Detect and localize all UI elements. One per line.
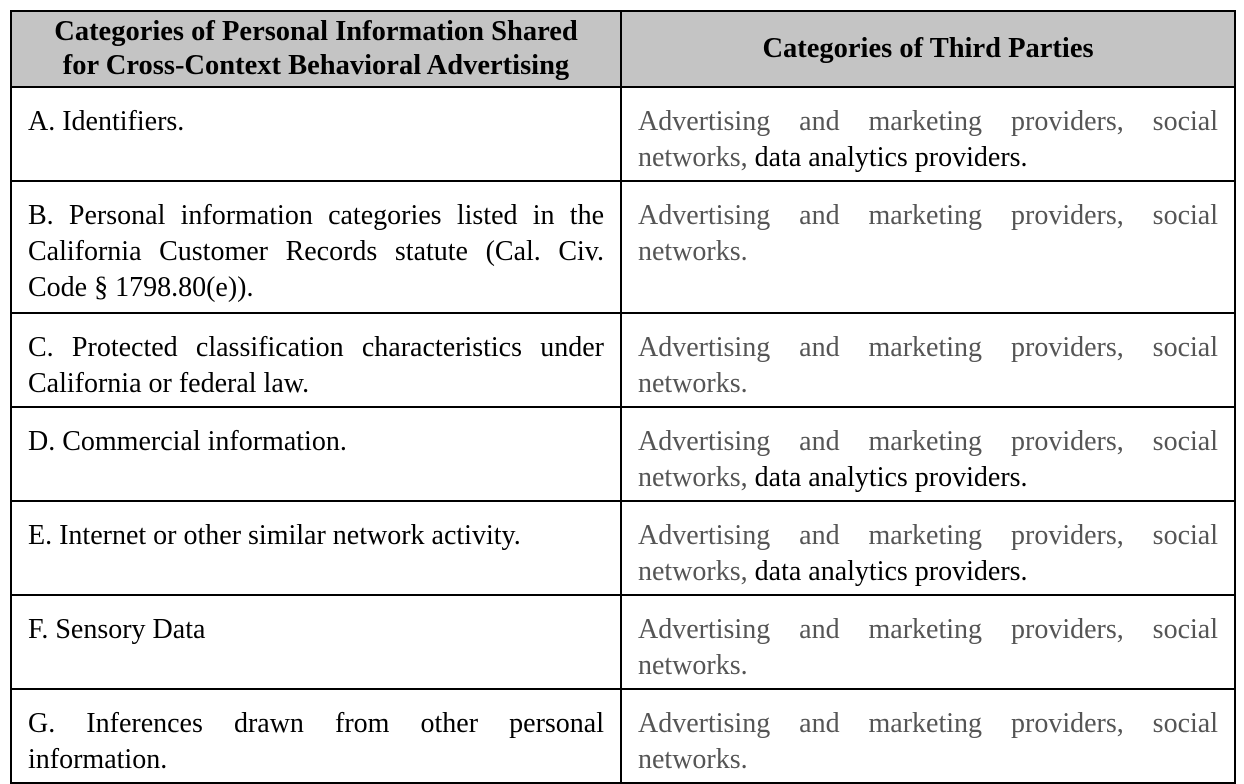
table-row [11, 87, 1235, 181]
third-parties-cell: Advertising and marketing providers, social networks. [621, 595, 1235, 689]
category-cell: D. Commercial information. [11, 407, 621, 501]
third-parties-cell: Advertising and marketing providers, social networks. [621, 689, 1235, 783]
category-cell: F. Sensory Data [11, 595, 621, 689]
third-parties-cell: Advertising and marketing providers, social networks, data analytics providers. [621, 501, 1235, 595]
table-row [11, 595, 1235, 689]
header-personal-information-categories: Categories of Personal Information Shared for Cross-Context Behavioral Advertising [11, 11, 621, 87]
table-header-row [11, 11, 1235, 87]
table-row [11, 689, 1235, 783]
third-parties-cell: Advertising and marketing providers, social networks. [621, 181, 1235, 313]
table-row [11, 407, 1235, 501]
header-third-party-categories: Categories of Third Parties [621, 11, 1235, 87]
third-parties-cell: Advertising and marketing providers, social networks, data analytics providers. [621, 87, 1235, 181]
category-cell: A. Identifiers. [11, 87, 621, 181]
third-party-sharing-table [10, 10, 1236, 784]
third-parties-cell: Advertising and marketing providers, social networks. [621, 313, 1235, 407]
category-cell: E. Internet or other similar network activity. [11, 501, 621, 595]
category-cell: G. Inferences drawn from other personal information. [11, 689, 621, 783]
third-parties-cell: Advertising and marketing providers, social networks, data analytics providers. [621, 407, 1235, 501]
category-cell: C. Protected classification characteristics under California or federal law. [11, 313, 621, 407]
category-cell: B. Personal information categories listed in the California Customer Records statute (Cal. Civ. Code § 1798.80(e)). [11, 181, 621, 313]
table-row [11, 181, 1235, 313]
table-row [11, 313, 1235, 407]
table-row [11, 501, 1235, 595]
